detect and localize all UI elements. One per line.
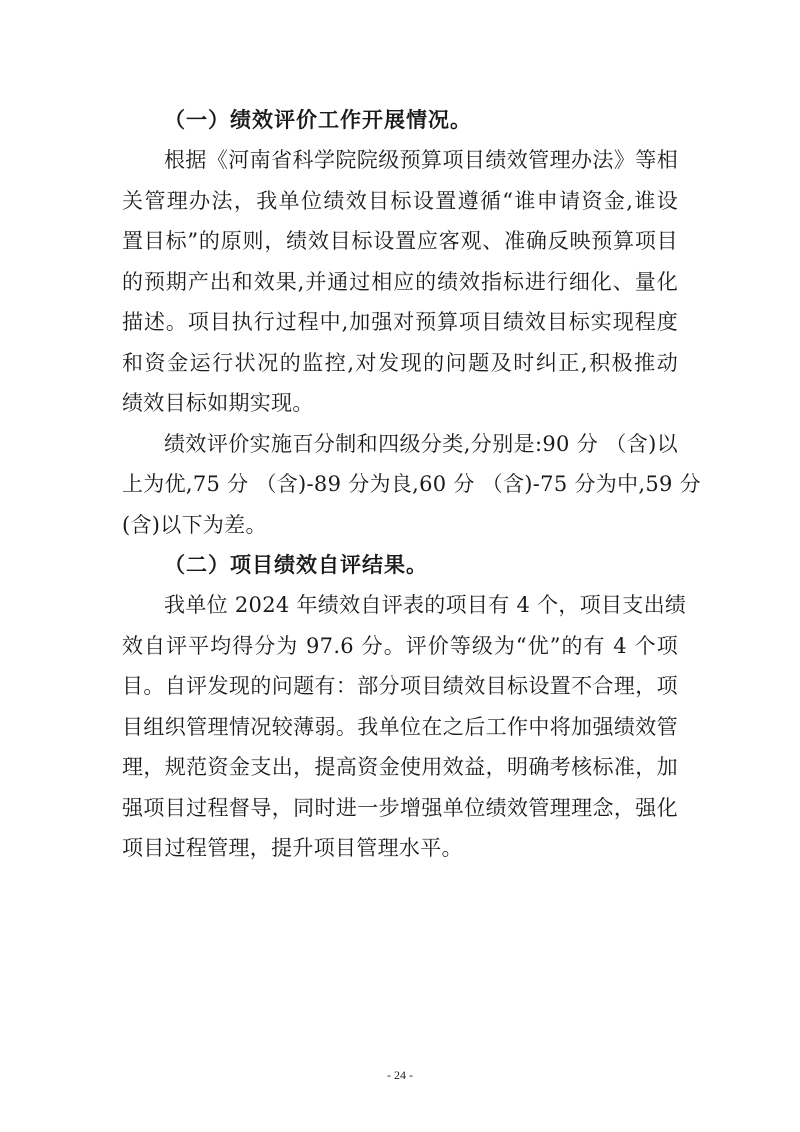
document-body	[122, 100, 701, 869]
text-line: 效自评平均得分为 97.6 分。评价等级为“优”的有 4 个项	[122, 633, 678, 658]
section-heading-1: （一）绩效评价工作开展情况。	[164, 108, 472, 132]
text-line: 上为优,75 分 （含)-89 分为良,60 分 （含)-75 分为中,59 分	[122, 472, 701, 496]
text-line: 项目过程管理，提升项目管理水平。	[122, 836, 463, 860]
text-line: 根据《河南省科学院院级预算项目绩效管理办法》等相	[164, 148, 678, 172]
text-line: 绩效评价实施百分制和四级分类,分别是:90 分 （含)以	[164, 431, 678, 456]
section-heading-2: （二）项目绩效自评结果。	[164, 553, 428, 577]
text-line: 理，规范资金支出，提高资金使用效益，明确考核标准，加	[122, 755, 678, 779]
text-line: 描述。项目执行过程中,加强对预算项目绩效目标实现程度	[122, 310, 678, 334]
text-line: 关管理办法，我单位绩效目标设置遵循“谁申请资金,谁设	[122, 188, 678, 213]
text-line: (含)以下为差。	[122, 512, 267, 537]
text-line: 我单位 2024 年绩效自评表的项目有 4 个，项目支出绩	[164, 593, 687, 617]
text-line: 和资金运行状况的监控,对发现的问题及时纠正,积极推动	[122, 350, 678, 375]
paragraph-2	[122, 424, 701, 546]
text-line: 强项目过程督导，同时进一步增强单位绩效管理理念，强化	[122, 795, 678, 820]
paragraph-3	[122, 585, 687, 869]
paragraph-1	[122, 140, 678, 424]
text-line: 目组织管理情况较薄弱。我单位在之后工作中将加强绩效管	[122, 714, 678, 739]
text-line: 置目标”的原则，绩效目标设置应客观、准确反映预算项目	[122, 229, 678, 253]
text-line: 目。自评发现的问题有：部分项目绩效目标设置不合理，项	[122, 674, 678, 698]
text-line: 绩效目标如期实现。	[122, 391, 314, 415]
page-number: - 24 -	[387, 1068, 413, 1082]
text-line: 的预期产出和效果,并通过相应的绩效指标进行细化、量化	[122, 269, 678, 294]
